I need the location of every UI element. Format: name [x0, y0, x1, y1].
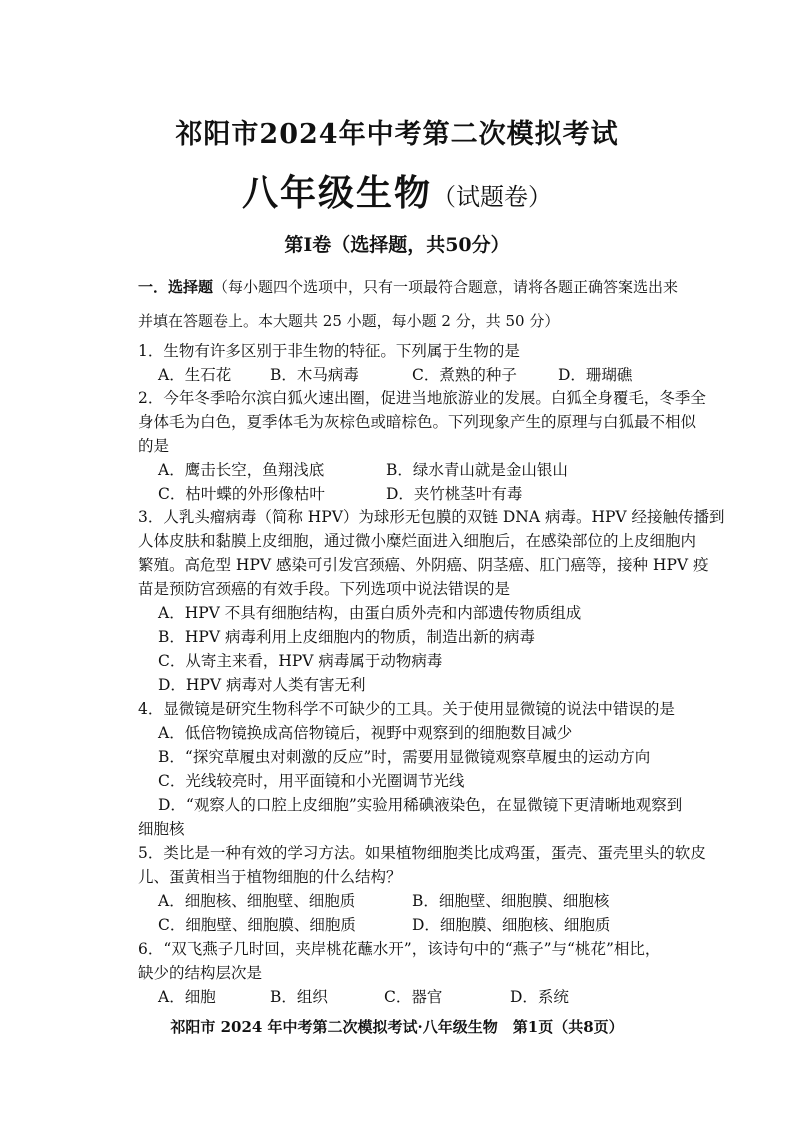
question-3-line-4: 苗是预防宫颈癌的有效手段。下列选项中说法错误的是 — [138, 580, 511, 598]
question-2-line-2: 身体毛为白色，夏季体毛为灰棕色或暗棕色。下列现象产生的原理与白狐最不相似 — [138, 413, 697, 431]
q1-option-d: D．珊瑚礁 — [558, 366, 633, 384]
instructions-line-1 — [138, 276, 678, 297]
q6-option-b: B．组织 — [270, 988, 328, 1006]
q4-option-c: C．光线较亮时，用平面镜和小光圈调节光线 — [158, 772, 465, 790]
q5-option-b: B．细胞壁、细胞膜、细胞核 — [412, 892, 610, 910]
q1-option-b: B．木马病毒 — [270, 366, 359, 384]
q1-option-a: A．生石花 — [158, 366, 232, 384]
question-2-line-1: 2．今年冬季哈尔滨白狐火速出圈，促进当地旅游业的发展。白狐全身覆毛，冬季全 — [138, 389, 706, 407]
q4-option-a: A．低倍物镜换成高倍物镜后，视野中观察到的细胞数目减少 — [158, 724, 573, 742]
q6-option-c: C．器官 — [384, 988, 443, 1006]
question-3-line-2: 人体皮肤和黏膜上皮细胞，通过微小糜烂面进入细胞后，在感染部位的上皮细胞内 — [138, 532, 697, 550]
q6-option-a: A．细胞 — [158, 988, 216, 1006]
question-6-line-2: 缺少的结构层次是 — [138, 964, 263, 982]
q1-option-c: C．煮熟的种子 — [412, 366, 517, 384]
question-3-line-3: 繁殖。高危型 HPV 感染可引发宫颈癌、外阴癌、阴茎癌、肛门癌等，接种 HPV 疫 — [138, 556, 709, 574]
q3-option-c: C．从寄主来看，HPV 病毒属于动物病毒 — [158, 652, 443, 670]
q4-option-d: D．“观察人的口腔上皮细胞”实验用稀碘液染色，在显微镜下更清晰地观察到 — [158, 796, 683, 814]
question-3-line-1: 3．人乳头瘤病毒（简称 HPV）为球形无包膜的双链 DNA 病毒。HPV 经接触传播到 — [138, 508, 725, 526]
q2-option-a: A．鹰击长空，鱼翔浅底 — [158, 461, 325, 479]
question-1-stem: 1．生物有许多区别于非生物的特征。下列属于生物的是 — [138, 342, 520, 360]
q3-option-a: A．HPV 不具有细胞结构，由蛋白质外壳和内部遗传物质组成 — [158, 604, 582, 622]
question-5-line-1: 5．类比是一种有效的学习方法。如果植物细胞类比成鸡蛋，蛋壳、蛋壳里头的软皮 — [138, 844, 706, 862]
page-footer: 祁阳市 2024 年中考第二次模拟考试·八年级生物 第1页（共8页） — [170, 1018, 624, 1036]
q3-option-d: D．HPV 病毒对人类有害无利 — [158, 676, 366, 694]
q4-option-b: B．“探究草履虫对刺激的反应”时，需要用显微镜观察草履虫的运动方向 — [158, 748, 651, 766]
instructions-label: 一．选择题 — [138, 278, 214, 296]
section-heading: 第Ⅰ卷（选择题，共50分） — [284, 234, 510, 256]
subject-note: （试题卷） — [432, 183, 552, 211]
subject-heading — [0, 165, 794, 216]
question-4-stem: 4．显微镜是研究生物科学不可缺少的工具。关于使用显微镜的说法中错误的是 — [138, 700, 675, 718]
q2-option-b: B．绿水青山就是金山银山 — [386, 461, 568, 479]
subject-title: 八年级生物 — [241, 172, 432, 214]
question-2-line-3: 的是 — [138, 437, 170, 455]
q3-option-b: B．HPV 病毒利用上皮细胞内的物质，制造出新的病毒 — [158, 628, 535, 646]
q2-option-c: C．枯叶蝶的外形像枯叶 — [158, 485, 325, 503]
question-6-line-1: 6．“双飞燕子几时回，夹岸桃花蘸水开”，该诗句中的“燕子”与“桃花”相比， — [138, 940, 661, 958]
q6-option-d: D．系统 — [510, 988, 569, 1006]
q5-option-d: D．细胞膜、细胞核、细胞质 — [412, 916, 611, 934]
exam-title: 祁阳市2024年中考第二次模拟考试 — [175, 119, 619, 150]
q5-option-a: A．细胞核、细胞壁、细胞质 — [158, 892, 356, 910]
instructions-text-1: （每小题四个选项中，只有一项最符合题意，请将各题正确答案选出来 — [213, 278, 679, 296]
q4-option-d-tail: 细胞核 — [138, 820, 185, 838]
q2-option-d: D．夹竹桃茎叶有毒 — [386, 485, 523, 503]
question-5-line-2: 儿、蛋黄相当于植物细胞的什么结构？ — [138, 868, 402, 886]
instructions-line-2: 并填在答题卷上。本大题共 25 小题，每小题 2 分，共 50 分） — [138, 312, 560, 330]
q5-option-c: C．细胞壁、细胞膜、细胞质 — [158, 916, 356, 934]
